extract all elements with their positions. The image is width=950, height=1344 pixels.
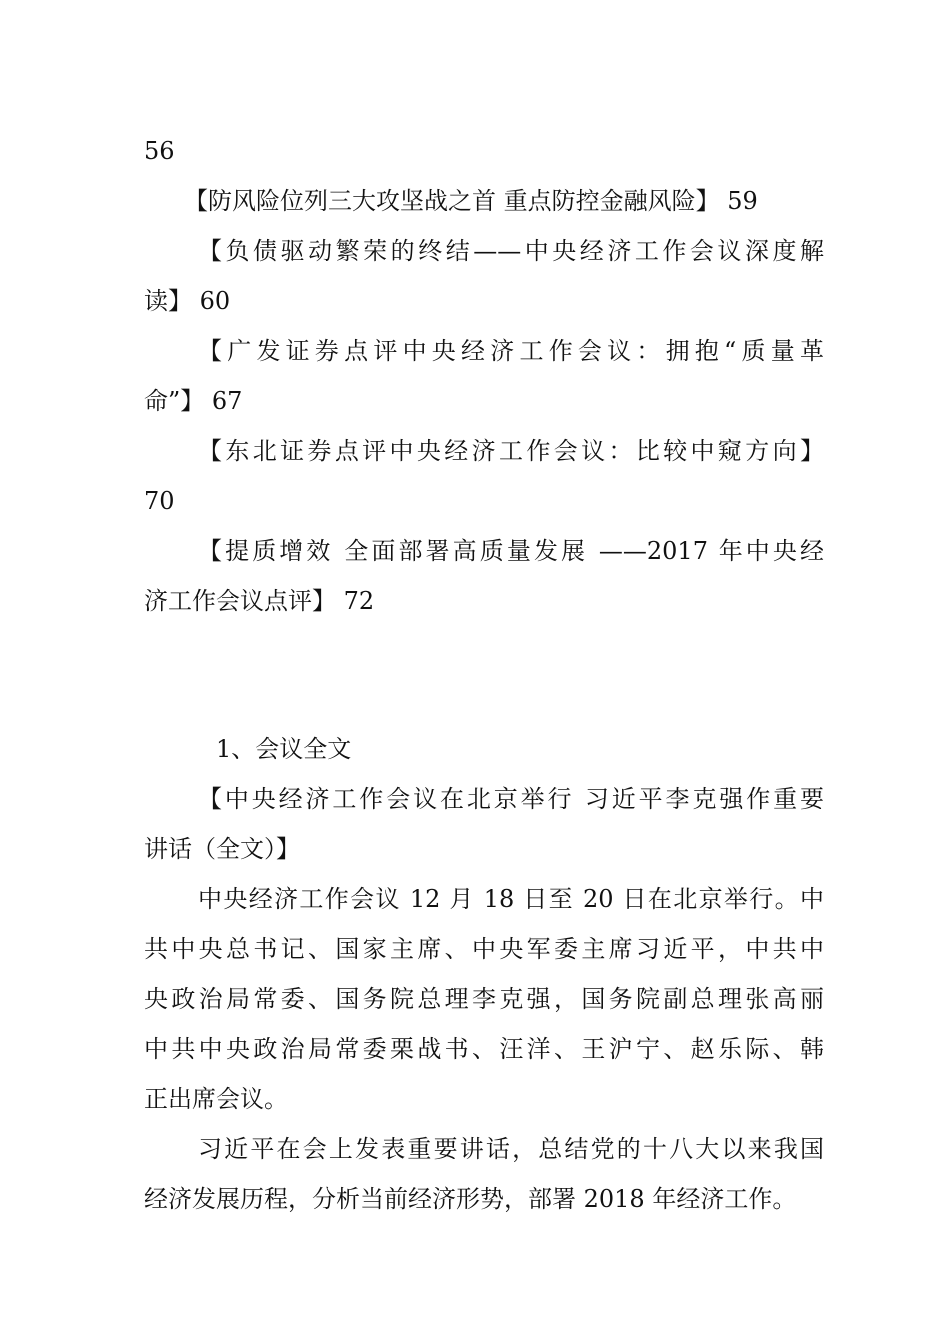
paragraph-text: 中央经济工作会议 12 月 18 日至 20 日在北京举行。中 <box>198 885 824 913</box>
paragraph-line <box>144 874 824 924</box>
toc-entry-line: 【东北证券点评中央经济工作会议：比较中窥方向】 <box>198 437 824 465</box>
article-title-cont: 讲话（全文）】 <box>144 835 300 863</box>
article-title-line: 【中央经济工作会议在北京举行 习近平李克强作重要 <box>198 785 824 813</box>
paragraph-line <box>144 1024 824 1074</box>
toc-entry-debt-driven-prosperity-cont[interactable]: 读】 60 <box>144 287 231 315</box>
toc-entry-northeast-securities-cont[interactable]: 70 <box>144 487 175 515</box>
paragraph-line <box>144 924 824 974</box>
section-heading: 1、会议全文 <box>216 735 352 763</box>
toc-entry-line: 【广发证券点评中央经济工作会议：拥抱“质量革 <box>198 337 824 365</box>
toc-entry-risk-prevention[interactable]: 【防风险位列三大攻坚战之首 重点防控金融风险】 59 <box>184 187 758 215</box>
paragraph-text: 习近平在会上发表重要讲话，总结党的十八大以来我国 <box>198 1135 824 1163</box>
section-spacer <box>144 626 824 724</box>
paragraph-line <box>144 974 824 1024</box>
article-title <box>144 774 824 824</box>
paragraph-line: 正出席会议。 <box>144 1085 288 1113</box>
toc-entry-quality-development-cont[interactable]: 济工作会议点评】 72 <box>144 587 375 615</box>
toc-entry-line: 【负债驱动繁荣的终结——中央经济工作会议深度解 <box>198 237 824 265</box>
toc-entry-northeast-securities[interactable] <box>144 426 824 476</box>
toc-entry-gf-securities-cont[interactable]: 命”】 67 <box>144 387 243 415</box>
paragraph-text: 中共中央政治局常委栗战书、汪洋、王沪宁、赵乐际、韩 <box>144 1035 824 1063</box>
paragraph-text: 央政治局常委、国务院总理李克强，国务院副总理张高丽 <box>144 985 824 1013</box>
paragraph-line <box>144 1124 824 1174</box>
toc-entry-line: 【提质增效 全面部署高质量发展 ——2017 年中央经 <box>198 537 824 565</box>
document-body <box>144 126 824 1224</box>
toc-entry-gf-securities[interactable] <box>144 326 824 376</box>
toc-entry-debt-driven-prosperity[interactable] <box>144 226 824 276</box>
paragraph-text: 共中央总书记、国家主席、中央军委主席习近平，中共中 <box>144 935 824 963</box>
paragraph-line: 经济发展历程，分析当前经济形势，部署 2018 年经济工作。 <box>144 1185 797 1213</box>
toc-page-number: 56 <box>144 137 175 165</box>
toc-entry-quality-development[interactable] <box>144 526 824 576</box>
